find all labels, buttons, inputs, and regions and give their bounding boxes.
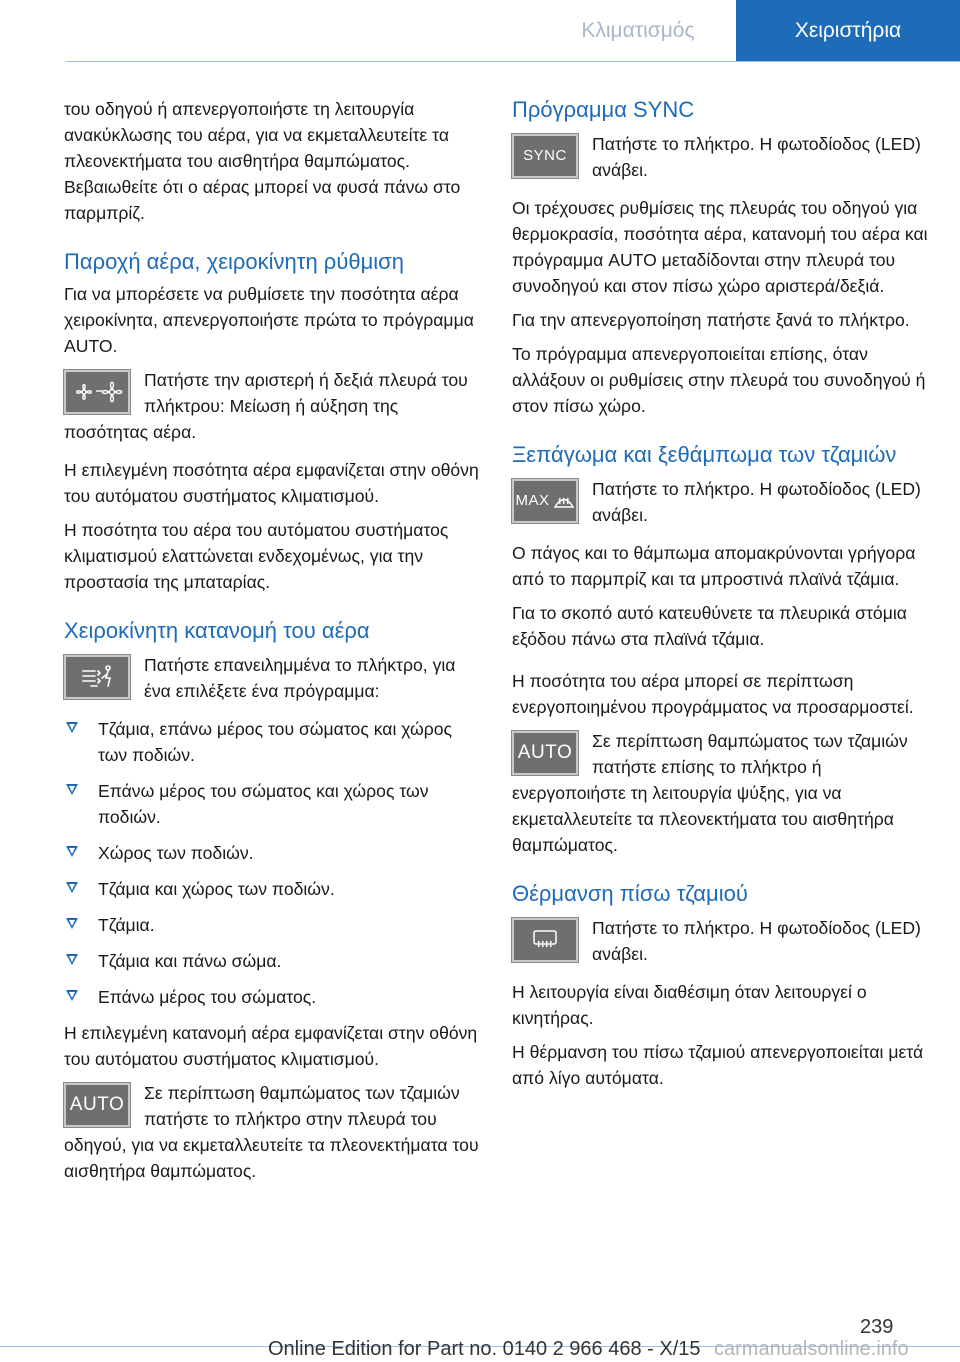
auto-key-text-left: Σε περίπτωση θαμπώματος των τζαμιών πατήστε το πλήκτρο στην πλευρά του οδηγού, για να εκμεταλλευτείτε τα πλεονεκτήματα του αισθητήρα θαμπώματος. bbox=[64, 1083, 479, 1181]
sync-key-icon: SYNC bbox=[512, 134, 578, 178]
sync-key-block bbox=[512, 131, 930, 183]
header-divider bbox=[66, 61, 960, 62]
list-item: Επάνω μέρος του σώματος και χώρος των ποδιών. bbox=[64, 778, 482, 830]
auto-key-icon: AUTO bbox=[64, 1083, 130, 1127]
rear-key-text: Πατήστε το πλήκτρο. Η φωτοδίοδος (LED) ανάβει. bbox=[592, 918, 921, 964]
max-defrost-key-icon bbox=[512, 479, 578, 523]
windshield-defrost-icon bbox=[553, 490, 575, 512]
list-item: Τζάμια, επάνω μέρος του σώματος και χώρος των ποδιών. bbox=[64, 716, 482, 768]
triangle-bullet-icon bbox=[66, 954, 78, 965]
intro-paragraph: του οδηγού ή απενεργοποιήστε τη λειτουργία ανακύκλωσης του αέρα, για να εκμεταλλευτείτε τα πλεονεκτήματα του αισθητήρα θαμπώματος. Βεβαιωθείτε ότι ο αέρας μπορεί να φυσά πάνω στο παρμπρίζ. bbox=[64, 99, 461, 223]
sync-paragraph-2: Για την απενεργοποίηση πατήστε ξανά το πλήκτρο. bbox=[512, 310, 910, 330]
list-item: Επάνω μέρος του σώματος. bbox=[64, 984, 482, 1010]
defrost-key-text: Πατήστε το πλήκτρο. Η φωτοδίοδος (LED) ανάβει. bbox=[592, 479, 921, 525]
rear-window-heading: Θέρμανση πίσω τζαμιού bbox=[512, 881, 748, 906]
sync-paragraph-1: Οι τρέχουσες ρυθμίσεις της πλευράς του οδηγού για θερμοκρασία, ποσότητα αέρα, κατανομή του αέρα και πρόγραμμα AUTO μεταδίδονται στην πλευρά του συνοδηγού και στον πίσω χώρο αριστερά/δεξιά. bbox=[512, 198, 928, 296]
watermark: carmanualsonline.info bbox=[714, 1338, 909, 1360]
triangle-bullet-icon bbox=[66, 990, 78, 1001]
distribution-paragraph: Η επιλεγμένη κατανομή αέρα εμφανίζεται στην οθόνη του αυτόματου συστήματος κλιματισμού. bbox=[64, 1023, 478, 1069]
right-column bbox=[512, 96, 930, 1099]
distribution-list bbox=[64, 716, 482, 1010]
sync-paragraph-3: Το πρόγραμμα απενεργοποιείται επίσης, όταν αλλάξουν οι ρυθμίσεις στην πλευρά του συνοδηγού ή στον πίσω χώρο. bbox=[512, 344, 926, 416]
airflow-paragraph-1: Για να μπορέσετε να ρυθμίσετε την ποσότητα αέρα χειροκίνητα, απενεργοποιήστε πρώτα το πρόγραμμα AUTO. bbox=[64, 284, 474, 356]
defrost-paragraph-1: Ο πάγος και το θάμπωμα απομακρύνονται γρήγορα από το παρμπρίζ και τα μπροστινά πλαϊνά τζάμια. bbox=[512, 543, 916, 589]
section-tab[interactable]: Χειριστήρια bbox=[736, 0, 960, 62]
fan-speed-key-icon bbox=[64, 370, 130, 414]
rear-paragraph-2: Η θέρμανση του πίσω τζαμιού απενεργοποιείται μετά από λίγο αυτόματα. bbox=[512, 1042, 924, 1088]
list-item: Χώρος των ποδιών. bbox=[64, 840, 482, 866]
page-header bbox=[0, 0, 960, 62]
airflow-heading: Παροχή αέρα, χειροκίνητη ρύθμιση bbox=[64, 249, 404, 274]
list-item: Τζάμια. bbox=[64, 912, 482, 938]
air-distribution-key-icon bbox=[64, 655, 130, 699]
list-item: Τζάμια και πάνω σώμα. bbox=[64, 948, 482, 974]
defrost-paragraph-3: Η ποσότητα του αέρα μπορεί σε περίπτωση ενεργοποιημένου προγράμματος να προσαρμοστεί. bbox=[512, 671, 914, 717]
airflow-key-text: Πατήστε την αριστερή ή δεξιά πλευρά του πλήκτρου: Μείωση ή αύξηση της ποσότητας αέρα. bbox=[64, 370, 468, 442]
page-number: 239 bbox=[860, 1316, 894, 1338]
distribution-key-block bbox=[64, 652, 482, 704]
max-key-label: MAX bbox=[515, 492, 550, 509]
triangle-bullet-icon bbox=[66, 918, 78, 929]
auto-key-icon: AUTO bbox=[512, 731, 578, 775]
triangle-bullet-icon bbox=[66, 722, 78, 733]
chapter-tab[interactable]: Κλιματισμός bbox=[540, 0, 736, 62]
defrost-paragraph-2: Για το σκοπό αυτό κατευθύνετε τα πλευρικά στόμια εξόδου πάνω στα πλαϊνά τζάμια. bbox=[512, 603, 907, 649]
airflow-key-block bbox=[64, 367, 482, 445]
auto-key-text-right: Σε περίπτωση θαμπώματος των τζαμιών πατήστε επίσης το πλήκτρο ή ενεργοποιήστε τη λειτουργία ψύξης, για να εκμεταλλευτείτε τα πλεονεκτήματα του αισθητήρα θαμπώματος. bbox=[512, 731, 908, 855]
triangle-bullet-icon bbox=[66, 784, 78, 795]
list-item: Τζάμια και χώρος των ποδιών. bbox=[64, 876, 482, 902]
max-key-block bbox=[512, 476, 930, 528]
edition-note: Online Edition for Part no. 0140 2 966 468 - X/15 bbox=[268, 1338, 701, 1360]
auto-key-block-right bbox=[512, 728, 930, 858]
rear-key-block bbox=[512, 915, 930, 967]
sync-heading: Πρόγραμμα SYNC bbox=[512, 97, 695, 122]
triangle-bullet-icon bbox=[66, 882, 78, 893]
defrost-heading: Ξεπάγωμα και ξεθάμπωμα των τζαμιών bbox=[512, 442, 897, 467]
distribution-key-text: Πατήστε επανειλημμένα το πλήκτρο, για ένα επιλέξετε ένα πρόγραμμα: bbox=[144, 655, 456, 701]
auto-key-block-left bbox=[64, 1080, 482, 1184]
sync-key-text: Πατήστε το πλήκτρο. Η φωτοδίοδος (LED) ανάβει. bbox=[592, 134, 921, 180]
rear-window-heating-key-icon bbox=[512, 918, 578, 962]
airflow-paragraph-3: Η ποσότητα του αέρα του αυτόματου συστήματος κλιματισμού ελαττώνεται ενδεχομένως, για την προστασία της μπαταρίας. bbox=[64, 520, 449, 592]
triangle-bullet-icon bbox=[66, 846, 78, 857]
airflow-paragraph-2: Η επιλεγμένη ποσότητα αέρα εμφανίζεται στην οθόνη του αυτόματου συστήματος κλιματισμού. bbox=[64, 460, 479, 506]
rear-paragraph-1: Η λειτουργία είναι διαθέσιμη όταν λειτουργεί ο κινητήρας. bbox=[512, 982, 867, 1028]
distribution-heading: Χειροκίνητη κατανομή του αέρα bbox=[64, 618, 370, 643]
left-column bbox=[64, 96, 482, 1196]
